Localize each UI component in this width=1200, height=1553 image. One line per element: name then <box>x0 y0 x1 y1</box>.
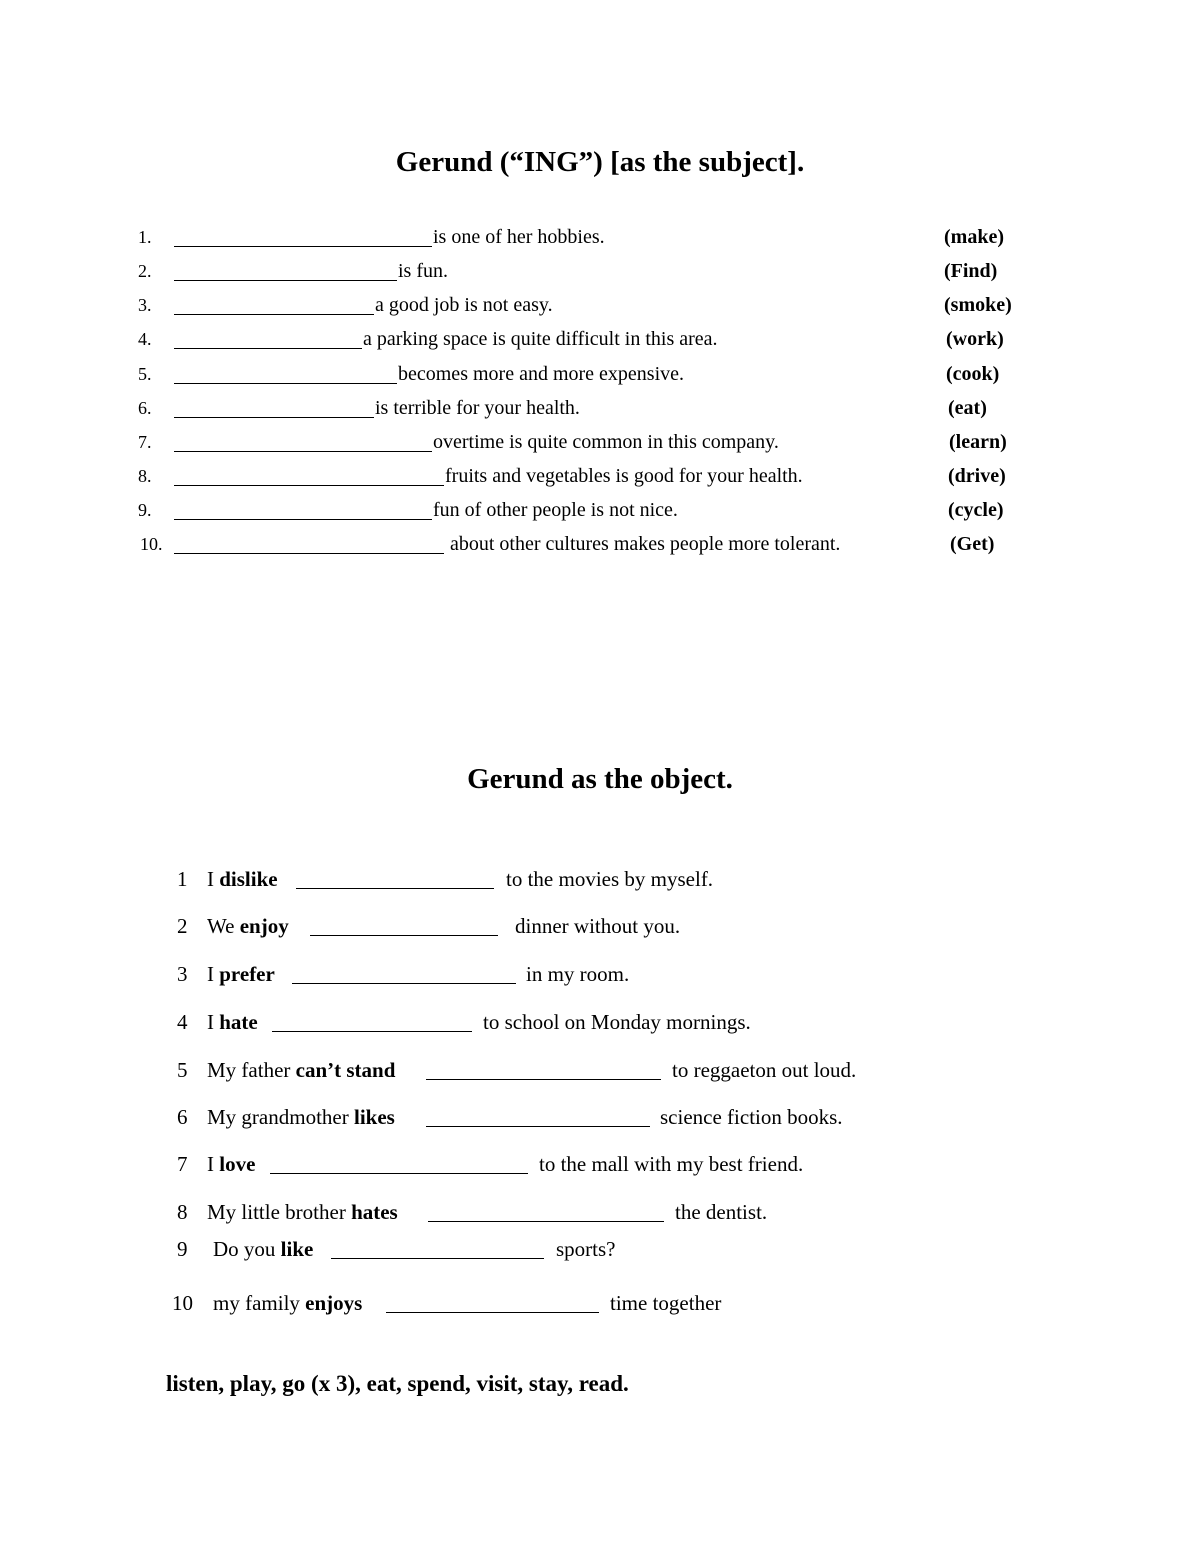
object-exercise-item <box>0 1007 1200 1037</box>
answer-blank[interactable] <box>174 260 397 281</box>
item-prefix: My grandmother <box>207 1105 354 1129</box>
answer-blank[interactable] <box>292 963 516 984</box>
item-number: 9 <box>177 1237 188 1261</box>
item-text: to reggaeton out loud. <box>672 1058 857 1082</box>
item-number: 5 <box>177 1058 188 1082</box>
subject-exercise-item <box>0 461 1200 491</box>
answer-blank[interactable] <box>174 226 432 247</box>
item-number: 1. <box>138 227 152 247</box>
item-number: 3. <box>138 295 152 315</box>
answer-blank[interactable] <box>270 1153 528 1174</box>
item-text: sports? <box>556 1237 616 1261</box>
subject-exercise-item <box>0 393 1200 423</box>
answer-blank[interactable] <box>272 1011 472 1032</box>
item-text: the dentist. <box>675 1200 768 1224</box>
subject-exercise-item <box>0 427 1200 457</box>
verb-hint: (smoke) <box>944 294 1012 316</box>
item-text: overtime is quite common in this company. <box>433 431 779 453</box>
object-exercise-item <box>0 1102 1200 1132</box>
item-text: is terrible for your health. <box>375 397 580 419</box>
object-exercise-item <box>0 1288 1200 1318</box>
item-text: a parking space is quite difficult in this area. <box>363 328 718 350</box>
item-text: is fun. <box>398 260 448 282</box>
gerund-verb: like <box>280 1237 314 1261</box>
item-text: fun of other people is not nice. <box>433 499 678 521</box>
answer-blank[interactable] <box>310 915 498 936</box>
item-number: 8 <box>177 1200 188 1224</box>
word-bank: listen, play, go (x 3), eat, spend, visit, stay, read. <box>166 1371 629 1396</box>
item-number: 5. <box>138 364 152 384</box>
item-number: 4. <box>138 329 152 349</box>
item-text: is one of her hobbies. <box>433 226 605 248</box>
gerund-verb: love <box>219 1152 256 1176</box>
item-prefix: I <box>207 867 220 891</box>
item-prefix: my family <box>213 1291 306 1315</box>
item-number: 2 <box>177 914 188 938</box>
answer-blank[interactable] <box>174 294 374 315</box>
verb-hint: (work) <box>946 328 1004 350</box>
answer-blank[interactable] <box>426 1106 650 1127</box>
object-exercise-item <box>0 1149 1200 1179</box>
item-text: in my room. <box>526 962 630 986</box>
subject-exercise-item <box>0 222 1200 252</box>
gerund-verb: hate <box>219 1010 258 1034</box>
answer-blank[interactable] <box>174 465 444 486</box>
gerund-verb: enjoys <box>305 1291 363 1315</box>
object-exercise-item <box>0 1234 1200 1264</box>
verb-hint: (drive) <box>948 465 1006 487</box>
answer-blank[interactable] <box>174 499 432 520</box>
item-text: about other cultures makes people more tolerant. <box>450 533 841 555</box>
gerund-verb: prefer <box>219 962 275 986</box>
item-text: to the movies by myself. <box>506 867 714 891</box>
item-prefix: My father <box>207 1058 296 1082</box>
answer-blank[interactable] <box>174 431 432 452</box>
subject-exercise-item <box>0 529 1200 559</box>
item-prefix: My little brother <box>207 1200 352 1224</box>
verb-hint: (learn) <box>949 431 1007 453</box>
item-number: 7 <box>177 1152 188 1176</box>
item-number: 1 <box>177 867 188 891</box>
item-text: science fiction books. <box>660 1105 843 1129</box>
item-number: 10 <box>172 1291 193 1315</box>
gerund-verb: likes <box>353 1105 395 1129</box>
gerund-verb: hates <box>351 1200 398 1224</box>
answer-blank[interactable] <box>296 868 494 889</box>
gerund-verb: dislike <box>219 867 278 891</box>
item-prefix: I <box>207 1010 220 1034</box>
item-text: fruits and vegetables is good for your health. <box>445 465 803 487</box>
verb-hint: (Get) <box>950 533 995 555</box>
item-prefix: We <box>207 914 240 938</box>
verb-hint: (eat) <box>948 397 987 419</box>
answer-blank[interactable] <box>174 363 397 384</box>
verb-hint: (cook) <box>946 363 1000 385</box>
subject-exercise-item <box>0 495 1200 525</box>
answer-blank[interactable] <box>174 397 374 418</box>
item-number: 9. <box>138 500 152 520</box>
section2-title: Gerund as the object. <box>467 763 733 795</box>
item-text: to the mall with my best friend. <box>539 1152 804 1176</box>
object-exercise-item <box>0 959 1200 989</box>
object-exercise-item <box>0 1055 1200 1085</box>
answer-blank[interactable] <box>331 1238 544 1259</box>
item-number: 4 <box>177 1010 188 1034</box>
item-prefix: Do you <box>213 1237 281 1261</box>
gerund-verb: enjoy <box>239 914 289 938</box>
item-text: to school on Monday mornings. <box>483 1010 751 1034</box>
item-number: 6. <box>138 398 152 418</box>
answer-blank[interactable] <box>428 1201 664 1222</box>
item-number: 7. <box>138 432 152 452</box>
object-exercise-item <box>0 911 1200 941</box>
answer-blank[interactable] <box>174 328 362 349</box>
item-text: dinner without you. <box>515 914 681 938</box>
item-text: becomes more and more expensive. <box>398 363 685 385</box>
subject-exercise-item <box>0 256 1200 286</box>
verb-hint: (cycle) <box>948 499 1004 521</box>
item-prefix: I <box>207 1152 220 1176</box>
item-number: 6 <box>177 1105 188 1129</box>
verb-hint: (Find) <box>944 260 998 282</box>
item-number: 10. <box>140 534 163 554</box>
item-text: a good job is not easy. <box>375 294 553 316</box>
section1-title: Gerund (“ING”) [as the subject]. <box>395 146 805 178</box>
item-number: 8. <box>138 466 152 486</box>
object-exercise-item <box>0 864 1200 894</box>
answer-blank[interactable] <box>386 1292 599 1313</box>
item-number: 2. <box>138 261 152 281</box>
subject-exercise-item <box>0 324 1200 354</box>
gerund-verb: can’t stand <box>295 1058 396 1082</box>
subject-exercise-item <box>0 290 1200 320</box>
item-number: 3 <box>177 962 188 986</box>
object-exercise-item <box>0 1197 1200 1227</box>
answer-blank[interactable] <box>426 1059 661 1080</box>
item-prefix: I <box>207 962 220 986</box>
answer-blank[interactable] <box>174 533 444 554</box>
verb-hint: (make) <box>944 226 1004 248</box>
subject-exercise-item <box>0 359 1200 389</box>
item-text: time together <box>610 1291 722 1315</box>
